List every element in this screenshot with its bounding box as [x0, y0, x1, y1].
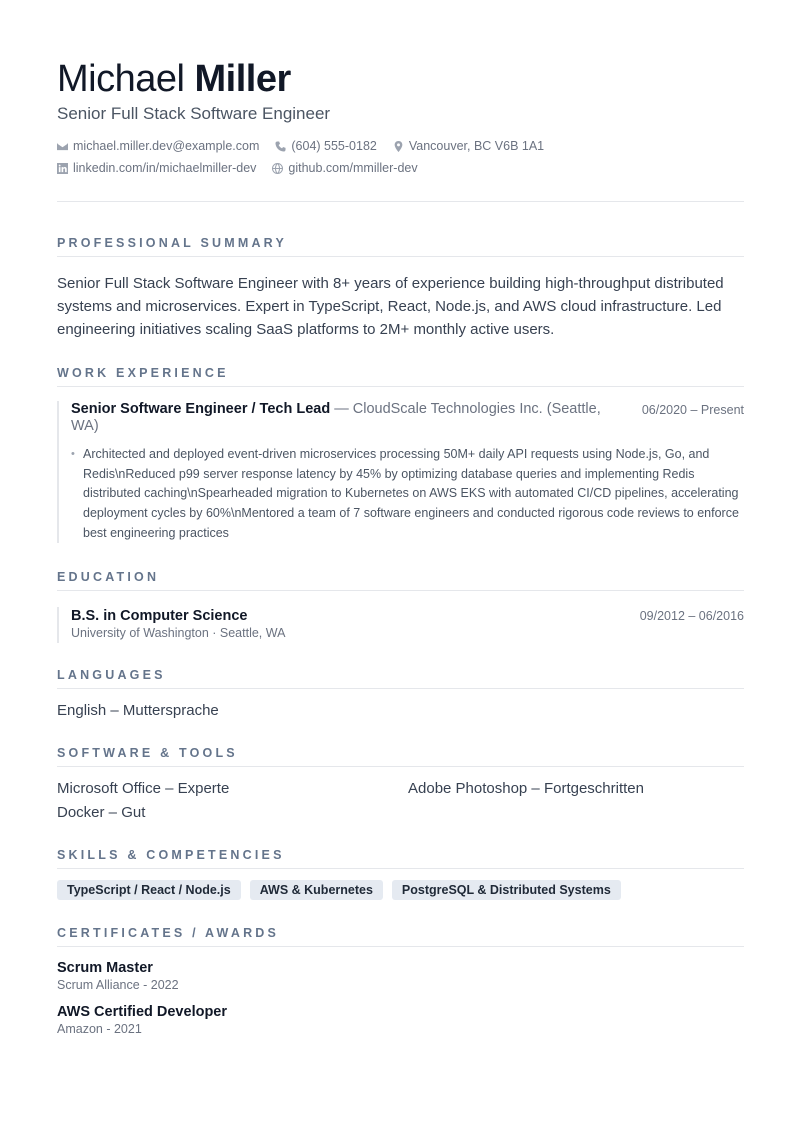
linkedin-text: linkedin.com/in/michaelmiller-dev [73, 161, 257, 175]
summary-text: Senior Full Stack Software Engineer with 8+ years of experience building high-throughput distributed systems and microservices. Expert in TypeScript, React, Node.js, and AWS cloud infrastructure. Led engineering initiatives scaling SaaS platforms to 2M+ monthly active users. [57, 275, 724, 338]
job-bullet: • Architected and deployed event-driven microservices processing 50M+ daily API requests using Node.js, Go, and Redis\nReduced p99 server response latency by 45% by optimizing database queries and implementing Redis distributed caching\nSpearheaded migration to Kubernetes on AWS EKS with automated CI/CD pipelines, accelerating deployment cycles by 60%\nMentored a team of 7 software engineers and conducted rigorous code reviews to enforce best engineering practices [71, 445, 744, 544]
software-heading: SOFTWARE & TOOLS [57, 746, 744, 767]
globe-icon [272, 163, 283, 174]
certificate-detail: Scrum Alliance - 2022 [57, 978, 179, 992]
skills-heading: SKILLS & COMPETENCIES [57, 848, 744, 869]
certificate-name: AWS Certified Developer [57, 1004, 228, 1020]
contact-email[interactable] [57, 139, 259, 153]
education-dates: 09/2012 – 06/2016 [639, 609, 744, 623]
job-dates: 06/2020 – Present [641, 403, 744, 417]
phone-icon [275, 141, 286, 152]
linkedin-icon [57, 163, 68, 174]
education-heading: EDUCATION [57, 570, 744, 591]
header-divider [57, 201, 744, 202]
contact-location [393, 139, 544, 153]
software-item: Adobe Photoshop – Fortgeschritten [408, 780, 644, 797]
skill-chip: AWS & Kubernetes [250, 880, 383, 900]
envelope-icon [57, 141, 68, 152]
contact-github[interactable] [272, 161, 417, 175]
school: University of Washington · Seattle, WA [71, 626, 286, 640]
job-header [71, 401, 611, 435]
contact-linkedin[interactable] [57, 161, 256, 175]
location-text: Vancouver, BC V6B 1A1 [408, 139, 545, 153]
experience-heading: WORK EXPERIENCE [57, 366, 744, 387]
github-text: github.com/mmiller-dev [288, 161, 418, 175]
email-text: michael.miller.dev@example.com [73, 139, 260, 153]
software-item: Microsoft Office – Experte [57, 780, 230, 797]
contact-phone[interactable] [275, 139, 376, 153]
first-name: Michael [57, 58, 185, 100]
headline: Senior Full Stack Software Engineer [57, 104, 331, 123]
language-item: English – Muttersprache [57, 702, 219, 719]
last-name: Miller [194, 58, 291, 100]
languages-heading: LANGUAGES [57, 668, 744, 689]
skill-chip: TypeScript / React / Node.js [57, 880, 241, 900]
phone-text: (604) 555-0182 [291, 139, 377, 153]
candidate-name [57, 58, 291, 100]
certificates-heading: CERTIFICATES / AWARDS [57, 926, 744, 947]
job-role: Senior Software Engineer / Tech Lead [71, 401, 331, 417]
software-item: Docker – Gut [57, 804, 146, 821]
certificate-detail: Amazon - 2021 [57, 1022, 142, 1036]
degree: B.S. in Computer Science [71, 608, 248, 624]
location-pin-icon [393, 141, 404, 152]
certificate-name: Scrum Master [57, 960, 153, 976]
contact-row-primary [57, 139, 560, 153]
skill-chip: PostgreSQL & Distributed Systems [392, 880, 621, 900]
job-company: — CloudScale Technologies Inc. (Seattle, WA) [71, 401, 601, 434]
contact-row-secondary [57, 161, 434, 175]
job-entry [57, 401, 744, 543]
job-bullet-list [71, 445, 744, 544]
skills-list [57, 880, 630, 900]
summary-heading: PROFESSIONAL SUMMARY [57, 236, 744, 257]
